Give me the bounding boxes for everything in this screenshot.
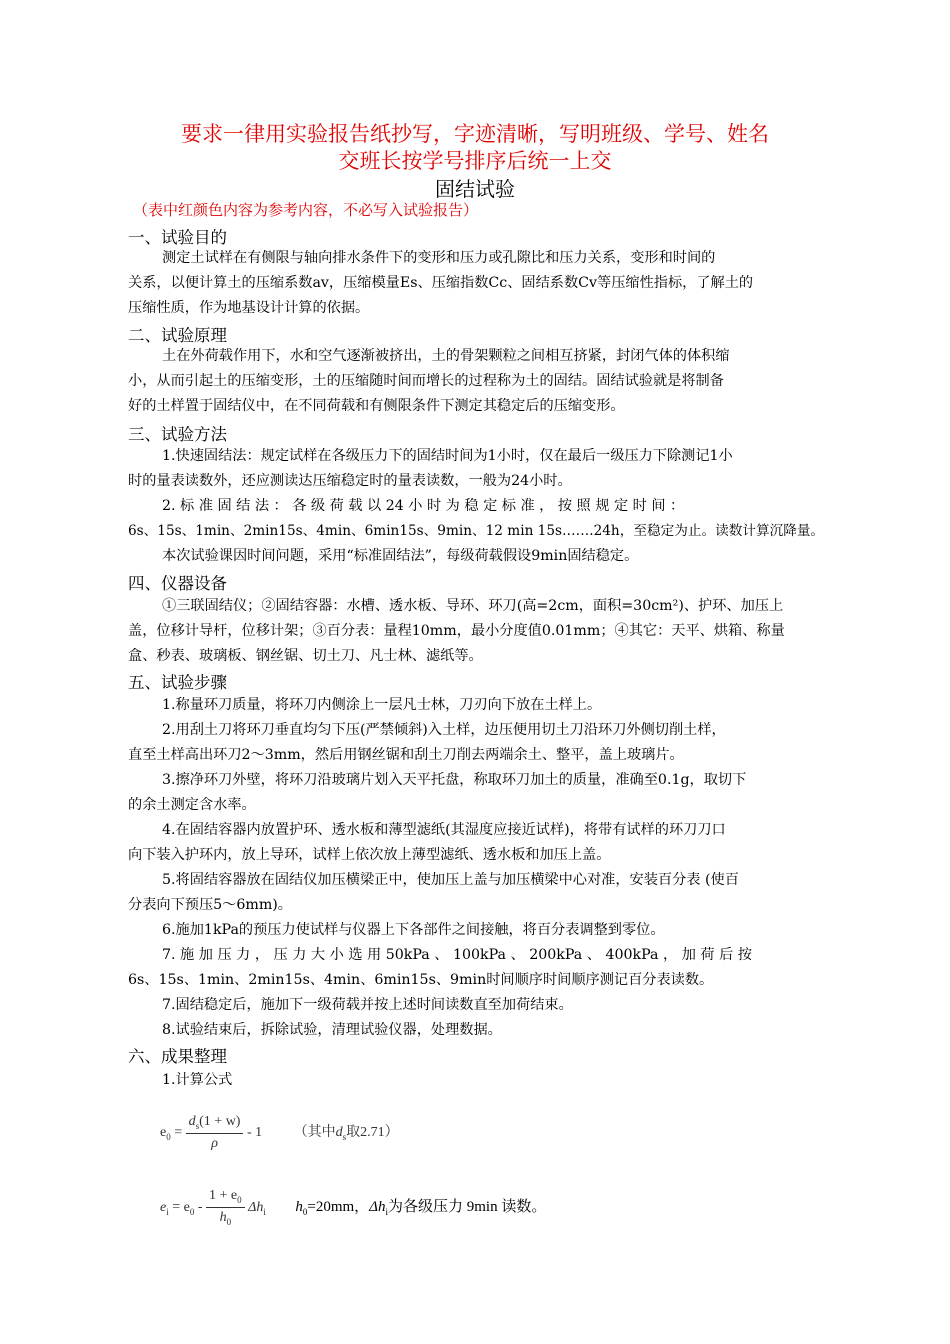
- formula-symbol: =: [174, 1125, 183, 1141]
- formula-description: $h_0=20mm$，$\Delta h_i$为各级压力 9min 读数。: [295, 1198, 547, 1217]
- subheading-formula: 1.计算公式: [162, 1072, 233, 1088]
- paragraph-line: 的余土测定含水率。: [128, 797, 256, 813]
- formula-symbol: $e_0$: [183, 1199, 195, 1217]
- section-heading-purpose: 一、试验目的: [128, 228, 227, 247]
- paragraph-line: 分表向下预压5～6mm)。: [128, 897, 292, 913]
- page-title: 固结试验: [435, 177, 515, 201]
- paragraph-line: 1.称量环刀质量，将环刀内侧涂上一层凡士林，刀刃向下放在土样上。: [162, 697, 602, 713]
- paragraph-line: 盒、秒表、玻璃板、钢丝锯、切土刀、凡士林、滤纸等。: [128, 648, 483, 664]
- formula-void-ratio-stage: [160, 1188, 546, 1227]
- paragraph-line: 土在外荷载作用下，水和空气逐渐被挤出，土的骨架颗粒之间相互挤紧，封闭气体的体积缩: [162, 348, 730, 364]
- formula-symbol: $e_0$: [160, 1125, 171, 1142]
- paragraph-line: 8.试验结束后，拆除试验，清理试验仪器，处理数据。: [162, 1022, 502, 1038]
- paragraph-line: 5.将固结容器放在固结仪加压横梁正中，使加压上盖与加压横梁中心对准，安装百分表 (使百: [162, 872, 739, 888]
- section-body-equipment: [128, 594, 824, 669]
- paragraph-line: 2. 标 准 固 结 法 ： 各 级 荷 载 以 24 小 时 为 稳 定 标 准 ， 按 照 规 定 时 间 ：: [162, 498, 685, 514]
- paragraph-line: 时的量表读数外，还应测读达压缩稳定时的量表读数，一般为24小时。: [128, 473, 572, 489]
- section-body-steps: [128, 693, 824, 1043]
- paragraph-line: 7.固结稳定后，施加下一级荷载并按上述时间读数直至加荷结束。: [162, 997, 573, 1013]
- paragraph-line: 4.在固结容器内放置护环、透水板和薄型滤纸(其湿度应接近试样)，将带有试样的环刀刀口: [162, 822, 726, 838]
- paragraph-line: 1.快速固结法：规定试样在各级压力下的固结时间为1小时，仅在最后一级压力下除测记1小: [162, 448, 733, 464]
- formula-symbol: - 1: [246, 1125, 263, 1141]
- paragraph-line: 测定土试样在有侧限与轴向排水条件下的变形和压力或孔隙比和压力关系，变形和时间的: [162, 250, 716, 266]
- paragraph-line: 压缩性质，作为地基设计计算的依据。: [128, 300, 370, 316]
- paragraph-line: 6s、15s、1min、2min15s、4min、6min15s、9min、12 min 15s…….24h，至稳定为止。读数计算沉降量。: [128, 523, 825, 539]
- section-heading-equipment: 四、仪器设备: [128, 574, 227, 593]
- paragraph-line: 关系，以便计算土的压缩系数av，压缩模量Es、压缩指数Cc、固结系数Cv等压缩性指标，了解土的: [128, 275, 754, 291]
- paragraph-line: 向下装入护环内，放上导环，试样上依次放上薄型滤纸、透水板和加压上盖。: [128, 847, 611, 863]
- section-body-method: [128, 444, 824, 569]
- section-body-purpose: [128, 246, 824, 321]
- paragraph-line: ①三联固结仪；②固结容器：水槽、透水板、导环、环刀(高=2cm，面积=30cm²)、护环、加压上: [162, 598, 784, 614]
- section-body-principle: [128, 344, 824, 419]
- section-heading-principle: 二、试验原理: [128, 326, 227, 345]
- formula-note: （其中$d_s$取2.71）: [293, 1125, 399, 1142]
- paragraph-line: 6.施加1kPa的预压力使试样与仪器上下各部件之间接触，将百分表调整到零位。: [162, 922, 665, 938]
- paragraph-line: 6s、15s、1min、2min15s、4min、6min15s、9min时间顺序时间顺序测记百分表读数。: [128, 972, 714, 988]
- reference-note: （表中红颜色内容为参考内容，不必写入试验报告）: [133, 201, 479, 219]
- section-heading-steps: 五、试验步骤: [128, 673, 227, 692]
- requirement-line-1: 要求一律用实验报告纸抄写，字迹清晰，写明班级、学号、姓名: [181, 122, 769, 146]
- formula-fraction: $\frac{1 + e_0}{h_0}$: [206, 1188, 245, 1227]
- formula-symbol: =: [172, 1199, 181, 1215]
- paragraph-line: 3.擦净环刀外壁，将环刀沿玻璃片划入天平托盘，称取环刀加土的质量，准确至0.1g，取切下: [162, 772, 747, 788]
- formula-symbol: $\Delta h_i$: [248, 1199, 266, 1217]
- paragraph-line: 好的土样置于固结仪中，在不同荷载和有侧限条件下测定其稳定后的压缩变形。: [128, 398, 625, 414]
- formula-void-ratio-initial: [160, 1114, 399, 1152]
- requirement-line-2: 交班长按学号排序后统一上交: [338, 149, 612, 173]
- section-heading-method: 三、试验方法: [128, 425, 227, 444]
- paragraph-line: 小，从而引起土的压缩变形，土的压缩随时间而增长的过程称为土的固结。固结试验就是将制备: [128, 373, 724, 389]
- paragraph-line: 直至土样高出环刀2～3mm，然后用钢丝锯和刮土刀削去两端余土、整平，盖上玻璃片。: [128, 747, 684, 763]
- section-heading-results: 六、成果整理: [128, 1047, 227, 1066]
- formula-symbol: -: [197, 1199, 203, 1215]
- paragraph-line: 本次试验课因时间问题，采用“标准固结法”，每级荷载假设9min固结稳定。: [162, 548, 639, 564]
- formula-fraction: $\frac{d_s(1 + w)}{\rho}$: [186, 1114, 244, 1152]
- paragraph-line: 盖，位移计导杆，位移计架；③百分表：量程10mm，最小分度值0.01mm；④其它：天平、烘箱、称量: [128, 623, 785, 639]
- formula-symbol: $e_i$: [160, 1199, 169, 1217]
- paragraph-line: 2.用刮土刀将环刀垂直均匀下压(严禁倾斜)入土样，边压便用切土刀沿环刀外侧切削土样，: [162, 722, 726, 738]
- paragraph-line: 7. 施 加 压 力 ， 压 力 大 小 选 用 50kPa 、 100kPa 、 200kPa 、 400kPa ， 加 荷 后 按: [162, 947, 752, 963]
